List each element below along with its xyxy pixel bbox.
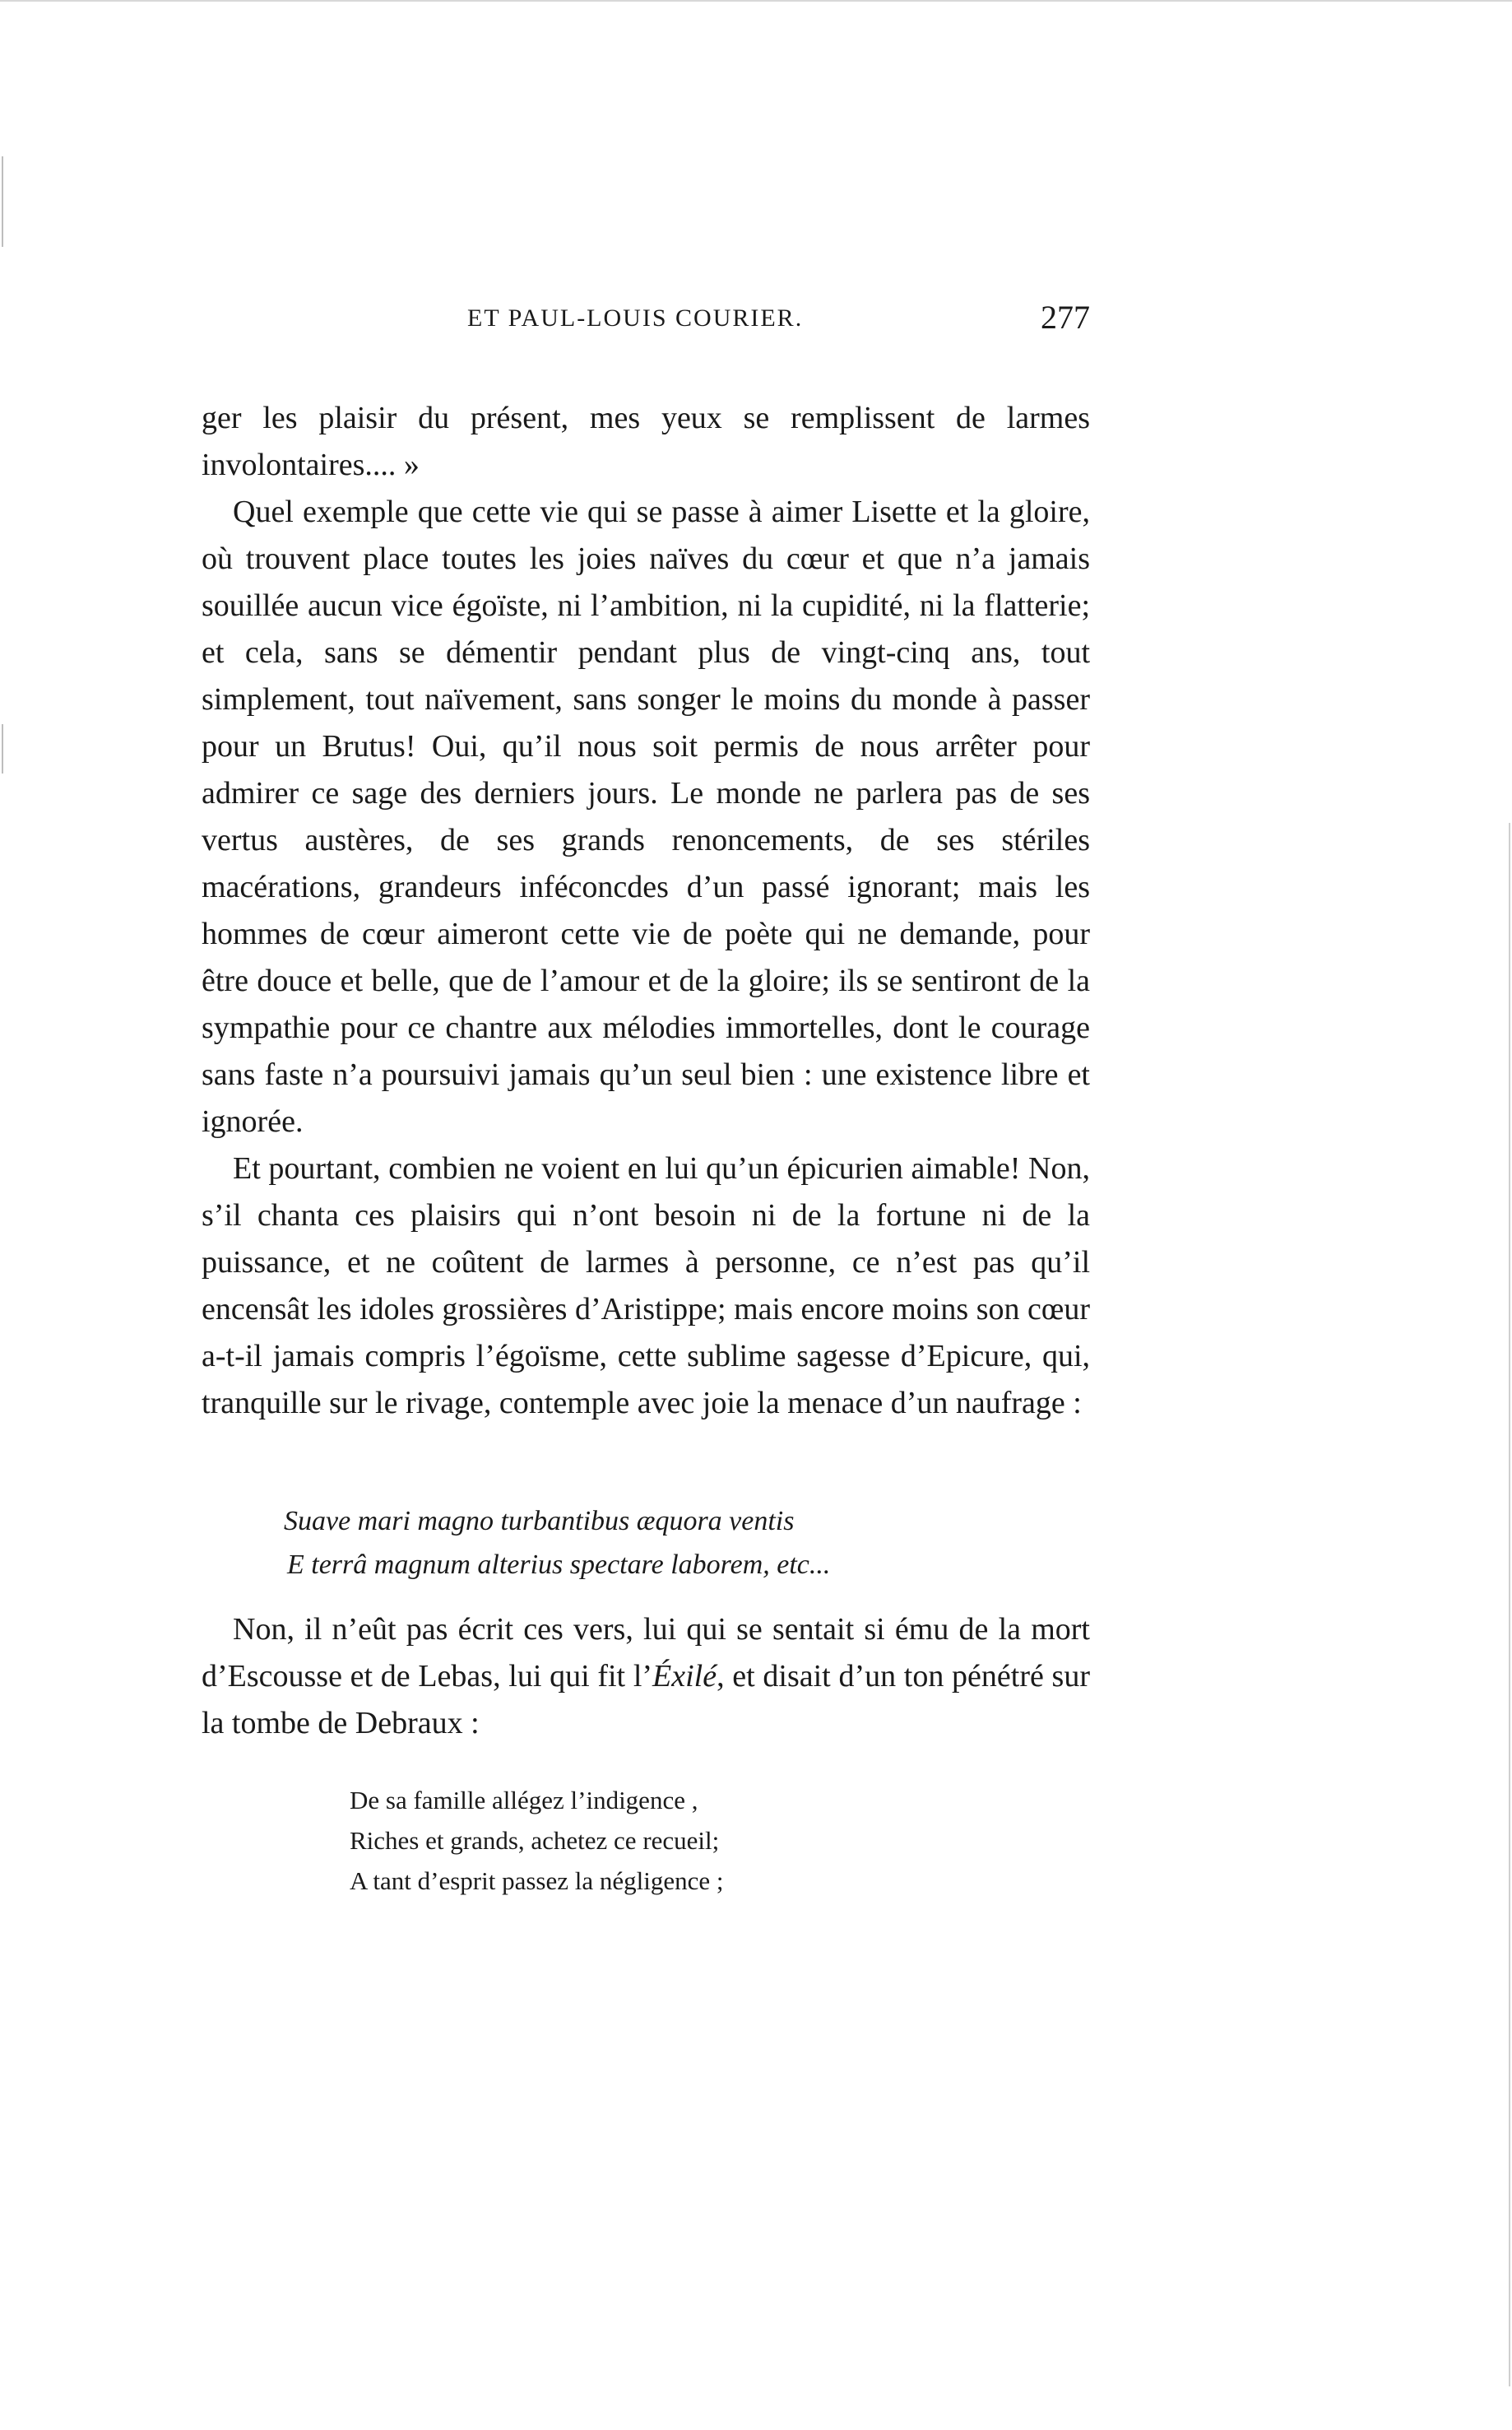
scan-edge-line-right — [1509, 823, 1510, 2386]
quote-line: Suave mari magno turbantibus æquora ventis — [284, 1506, 795, 1536]
work-title: Éxilé — [652, 1659, 717, 1694]
paragraph-text: , et disait d’un ton pénétré sur la tombe de Debraux : — [202, 1659, 1090, 1740]
page-number: 277 — [1041, 299, 1090, 336]
verse-line: A tant d’esprit passez la négligence ; — [350, 1866, 724, 1895]
verse-line: De sa famille allégez l’indigence , — [350, 1786, 698, 1814]
scan-edge-line-left-2 — [2, 724, 3, 774]
scan-edge-line-top — [0, 0, 1512, 2]
paragraph: Et pourtant, combien ne voient en lui qu’un épicurien aimable! Non, s’il chanta ces plaisirs qui n’ont besoin ni de la fortune ni de la puissance, et ne coûtent de larmes à personne, ce n’est pas qu’il encensât les idoles grossières d’Aristippe; mais encore moins son cœur a-t-il jamais compris l’égoïsme, cette sublime sagesse d’Epicure, qui, tranquille sur le rivage, contemple avec joie la menace d’un naufrage : — [202, 1151, 1090, 1420]
paragraph-continuation: ger les plaisir du présent, mes yeux se remplissent de larmes involontaires.... » — [202, 401, 1090, 482]
running-title: ET PAUL-LOUIS COURIER. — [467, 304, 804, 332]
latin-quote — [284, 1499, 1024, 1587]
running-header — [202, 298, 1090, 339]
scan-edge-line-left — [2, 156, 3, 247]
verse-quote — [350, 1780, 1008, 1901]
quote-line: E terrâ magnum alterius spectare laborem, etc... — [287, 1550, 831, 1580]
paragraph — [202, 1606, 1090, 1747]
paragraph-text: Non, il n’eût pas écrit ces vers, lui qui se sentait si ému de la mort d’Escousse et de Lebas, lui qui fit l’ — [202, 1612, 1090, 1694]
body-text — [202, 395, 1090, 1427]
verse-line: Riches et grands, achetez ce recueil; — [350, 1826, 720, 1855]
body-text-after-quote — [202, 1606, 1090, 1747]
paragraph: Quel exemple que cette vie qui se passe à aimer Lisette et la gloire, où trouvent place toutes les joies naïves du cœur et que n’a jamais souillée aucun vice égoïste, ni l’ambition, ni la cupidité, ni la flatterie; et cela, sans se démentir pendant plus de vingt-cinq ans, tout simplement, tout naïvement, sans songer le moins du monde à passer pour un Brutus! Oui, qu’il nous soit permis de nous arrêter pour admirer ce sage des derniers jours. Le monde ne parlera pas de ses vertus austères, de ses grands renoncements, de ses stériles macérations, grandeurs inféconcdes d’un passé ignorant; mais les hommes de cœur aimeront cette vie de poète qui ne demande, pour être douce et belle, que de l’amour et de la gloire; ils se sentiront de la sympathie pour ce chantre aux mélodies immortelles, dont le courage sans faste n’a poursuivi jamais qu’un seul bien : une existence libre et ignorée. — [202, 495, 1090, 1139]
